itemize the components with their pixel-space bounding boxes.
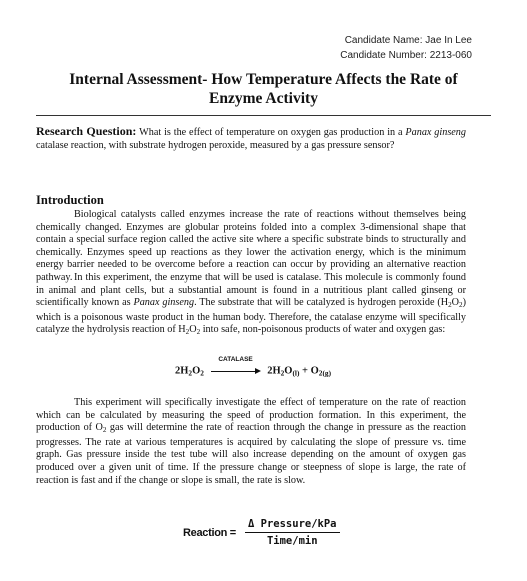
state-subscript: 2(g) [318,368,332,378]
species-name: Panax ginseng [133,297,195,309]
paragraph-text: O [451,297,460,309]
subscript: 2 [102,426,107,435]
introduction-heading: Introduction [36,193,104,207]
paragraph-text: ) which is a poisonous waste product in the human body. Therefore, the catalase enzyme will specifically catalyze the hydrolysis reaction of H [36,297,466,336]
rate-equation-lhs: Reaction = [183,526,236,539]
intro-paragraph-3 [36,397,466,487]
species-name: Panax ginseng [405,127,466,138]
subscript: 2 [459,301,463,310]
product: O [284,365,293,377]
product: + O [299,365,319,377]
research-question-text-end: catalase reaction, with substrate hydrogen peroxide, measured by a gas pressure sensor? [36,140,395,151]
subscript: 2 [196,328,201,337]
candidate-name: Candidate Name: Jae In Lee [344,35,472,46]
product: 2H [267,365,281,377]
rate-fraction [245,518,340,547]
research-question-label: Research Question: [36,124,137,138]
title-line-1: Internal Assessment- How Temperature Affects the Rate of [69,71,458,88]
title-line-2: Enzyme Activity [209,90,318,107]
research-question-text: What is the effect of temperature on oxygen gas production in a [136,127,406,138]
subscript: 2 [188,368,193,378]
catalase-reaction-equation [175,356,332,378]
reactant: 2H [175,365,189,377]
subscript: 2 [448,301,452,310]
state-subscript: (l) [292,368,300,378]
paragraph-text: This experiment will specifically investigate the effect of temperature on the rate of reaction which can be calculated by measuring the speed of production formation. In this experiment, the production of O [36,397,466,434]
intro-paragraph-2 [36,272,466,339]
paragraph-text: . The substrate that will be catalyzed is hydrogen peroxide (H [194,297,449,309]
rate-equation [183,518,340,547]
research-question [36,125,466,152]
title-divider [36,115,491,116]
paragraph-text: gas will determine the rate of reaction through the change in pressure as the reaction progresses. The rate at various temperatures is acquired by calculating the slope of pressure vs. time graph. Gas pressure inside the test tube will also increase depending on the amount of oxygen gas produced over a given unit of time. If the pressure change or steepness of slope is large, the rate of reaction is fast and if the change or slope is small, the rate is slow. [36,422,466,486]
reactant: O [192,365,201,377]
candidate-number: Candidate Number: 2213-060 [340,50,472,61]
paragraph-text: In this experiment, the enzyme that will be used is catalase. This molecule is commonly found in animal and plant cells, but a substantial amount is found in a nutritious plant called ginseng or scientifically known as [36,272,466,309]
paragraph-text: O [189,324,197,336]
subscript: 2 [280,368,285,378]
subscript: 2 [200,368,204,378]
paragraph-text: Biological catalysts called enzymes increase the rate of reactions without themselves being chemically changed. Enzymes are globular proteins folded into a complex 3-dimensional shape that contain a special surface region called the active site where a specific substrate binds to structurally and chemically. Enzymes speed up reactions as they lower the activation energy, which is the minimum energy barrier needed to be overcome before a reaction can occur by providing an alternative reaction pathway. [36,209,466,283]
fraction-numerator: Δ Pressure/kPa [245,518,340,533]
fraction-denominator: Time/min [266,535,318,547]
subscript: 2 [185,328,190,337]
reaction-arrow-icon [211,356,261,377]
document-title [40,70,487,108]
catalyst-label: CATALASE [218,356,253,363]
paragraph-text: into safe, non-poisonous products of water and oxygen gas: [200,324,446,336]
